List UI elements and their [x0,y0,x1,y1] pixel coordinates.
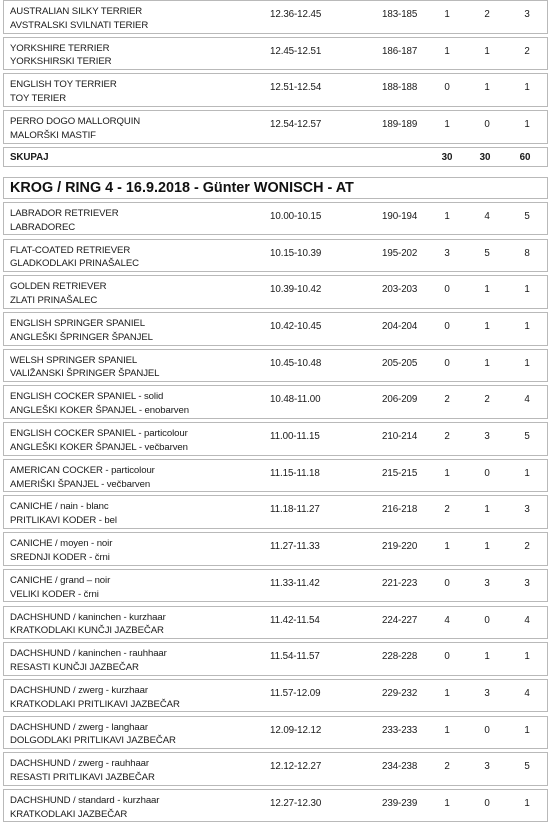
count-total: 1 [524,724,530,736]
breed-row [3,679,548,713]
catalog-range: 189-189 [382,119,418,131]
count-b: 1 [484,504,490,516]
judging-time: 11.33-11.42 [270,577,320,589]
count-total: 3 [524,9,530,20]
count-b: 3 [484,687,490,699]
catalog-range: 229-232 [382,687,418,699]
summary-value-a: 30 [441,151,453,163]
breed-name-local: AMERIŠKI ŠPANJEL - večbarven [10,478,151,490]
count-total: 3 [524,504,530,516]
count-a: 2 [444,761,450,773]
count-total: 1 [524,82,530,94]
count-a: 0 [444,357,450,369]
count-b: 0 [484,467,490,479]
count-b: 0 [484,119,490,131]
breed-row [3,789,548,823]
judging-time: 12.36-12.45 [270,9,322,20]
count-b: 1 [484,284,490,296]
breed-names [10,721,176,749]
count-b: 0 [484,724,490,736]
count-a: 1 [444,467,450,479]
count-total: 1 [524,357,530,369]
summary-value-total: 60 [519,151,531,163]
breed-name-local: RESASTI KUNČJI JAZBEČAR [10,661,139,673]
count-total: 1 [524,321,530,332]
summary-row [3,147,548,167]
breed-names [10,78,117,106]
count-b: 1 [484,82,490,94]
breed-names [10,757,155,785]
breed-name: ENGLISH SPRINGER SPANIEL [10,318,145,329]
previous-ring-rows [3,0,548,144]
breed-name: CANICHE / moyen - noir [10,538,113,550]
count-b: 3 [484,431,490,443]
breed-name-local: MALORŠKI MASTIF [10,129,96,141]
breed-names [10,611,166,639]
breed-name: LABRADOR RETRIEVER [10,207,119,219]
breed-name-local: KRATKODLAKI JAZBEČAR [10,808,128,820]
breed-name-local: TOY TERIER [10,93,67,105]
breed-names [10,464,155,492]
count-total: 4 [524,394,530,406]
breed-row [3,110,548,144]
breed-row [3,716,548,750]
breed-name-local: KRATKODLAKI PRITLIKAVI JAZBEČAR [10,698,180,710]
ring-title: KROG / RING 4 - 16.9.2018 - Günter WONISCH - AT [10,179,354,196]
ring-rows [3,202,548,823]
breed-names [10,427,188,455]
count-b: 1 [484,45,490,57]
count-b: 1 [484,357,490,369]
breed-row [3,275,548,309]
count-a: 2 [444,504,450,516]
breed-row [3,239,548,273]
judging-time: 10.42-10.45 [270,321,322,332]
breed-name: WELSH SPRINGER SPANIEL [10,354,138,366]
breed-row [3,349,548,383]
summary-value-b: 30 [479,151,491,163]
count-a: 2 [444,394,450,406]
count-a: 1 [444,9,450,20]
breed-names [10,390,189,418]
count-b: 1 [484,321,490,332]
breed-name-local: VALIŽANSKI ŠPRINGER ŠPANJEL [10,368,160,380]
breed-row [3,422,548,456]
count-total: 4 [524,687,530,699]
count-a: 0 [444,321,450,332]
count-total: 2 [524,45,530,57]
count-total: 1 [524,467,530,479]
breed-names [10,500,117,528]
breed-name: DACHSHUND / standard - kurzhaar [10,794,160,806]
judging-time: 12.54-12.57 [270,119,322,131]
breed-name-local: YORKSHIRSKI TERIER [10,56,112,68]
judging-time: 11.18-11.27 [270,504,320,516]
judging-time: 12.51-12.54 [270,82,322,94]
catalog-range: 216-218 [382,504,418,516]
catalog-range: 215-215 [382,467,418,479]
count-total: 8 [524,247,530,259]
count-total: 5 [524,210,530,222]
count-b: 2 [484,394,490,406]
breed-name-local: ANGLEŠKI KOKER ŠPANJEL - enobarven [10,405,189,417]
count-total: 1 [524,284,530,296]
breed-name-local: SREDNJI KODER - črni [10,551,110,563]
judging-time: 11.54-11.57 [270,651,320,663]
breed-names [10,115,140,143]
breed-name: DACHSHUND / zwerg - langhaar [10,721,148,733]
catalog-range: 186-187 [382,45,418,57]
count-total: 5 [524,761,530,773]
judging-time: 11.15-11.18 [270,467,320,479]
count-b: 5 [484,247,490,259]
breed-names [10,354,159,382]
count-a: 1 [444,797,450,809]
count-b: 1 [484,651,490,663]
breed-names [10,207,119,235]
breed-name-local: VELIKI KODER - črni [10,588,99,600]
breed-name-local: KRATKODLAKI KUNČJI JAZBEČAR [10,625,164,637]
breed-name: DACHSHUND / kaninchen - rauhhaar [10,648,167,660]
judging-time: 11.42-11.54 [270,614,320,626]
breed-names [10,794,159,822]
catalog-range: 228-228 [382,651,418,663]
count-a: 3 [444,247,450,259]
breed-row [3,0,548,34]
breed-row [3,752,548,786]
schedule-sheet [3,0,548,826]
count-total: 1 [524,797,530,809]
catalog-range: 203-203 [382,284,418,296]
breed-names [10,280,107,308]
catalog-range: 221-223 [382,577,418,589]
breed-name: PERRO DOGO MALLORQUIN [10,116,141,128]
catalog-range: 190-194 [382,210,418,222]
count-a: 1 [444,724,450,736]
breed-names [10,574,110,602]
breed-name: DACHSHUND / zwerg - rauhhaar [10,758,150,770]
count-b: 3 [484,761,490,773]
judging-time: 10.39-10.42 [270,284,322,296]
catalog-range: 239-239 [382,797,418,809]
judging-time: 11.00-11.15 [270,431,320,443]
catalog-range: 188-188 [382,82,418,94]
breed-name: AUSTRALIAN SILKY TERRIER [10,6,143,17]
catalog-range: 224-227 [382,614,418,626]
judging-time: 12.45-12.51 [270,45,322,57]
judging-time: 11.57-12.09 [270,687,321,699]
judging-time: 10.48-11.00 [270,394,321,406]
count-total: 3 [524,577,530,589]
judging-time: 10.45-10.48 [270,357,322,369]
breed-names [10,317,153,345]
count-a: 4 [444,614,450,626]
breed-names [10,684,180,712]
breed-names [10,647,167,675]
breed-name-local: GLADKODLAKI PRINAŠALEC [10,258,139,270]
breed-name: CANICHE / grand – noir [10,574,111,586]
breed-names [10,42,111,70]
count-a: 0 [444,577,450,589]
catalog-range: 206-209 [382,394,418,406]
catalog-range: 210-214 [382,431,418,443]
count-a: 2 [444,431,450,443]
catalog-range: 195-202 [382,247,418,259]
breed-row [3,385,548,419]
count-b: 1 [484,541,490,553]
count-b: 0 [484,797,490,809]
breed-names [10,5,148,33]
breed-row [3,606,548,640]
breed-name: ENGLISH COCKER SPANIEL - particolour [10,428,188,440]
breed-name-local: ANGLEŠKI ŠPRINGER ŠPANJEL [10,331,153,343]
count-total: 1 [524,651,530,663]
judging-time: 10.00-10.15 [270,210,322,222]
catalog-range: 183-185 [382,9,418,20]
breed-names [10,244,139,272]
count-a: 0 [444,284,450,296]
count-total: 4 [524,614,530,626]
judging-time: 12.12-12.27 [270,761,322,773]
breed-row [3,459,548,493]
judging-time: 11.27-11.33 [270,541,320,553]
count-b: 0 [484,614,490,626]
count-a: 1 [444,541,450,553]
breed-names [10,537,112,565]
breed-row [3,37,548,71]
breed-name-local: LABRADOREC [10,221,76,233]
catalog-range: 204-204 [382,321,418,332]
count-a: 0 [444,651,450,663]
catalog-range: 234-238 [382,761,418,773]
count-b: 3 [484,577,490,589]
breed-name: ENGLISH COCKER SPANIEL - solid [10,391,164,403]
breed-name-local: ANGLEŠKI KOKER ŠPANJEL - večbarven [10,441,188,453]
breed-row [3,202,548,236]
catalog-range: 233-233 [382,724,418,736]
count-total: 2 [524,541,530,553]
breed-name-local: ZLATI PRINAŠALEC [10,295,98,307]
breed-name: GOLDEN RETRIEVER [10,281,107,293]
summary-label: SKUPAJ [10,151,49,163]
count-a: 1 [444,687,450,699]
breed-row [3,495,548,529]
breed-name: YORKSHIRE TERRIER [10,42,110,54]
count-total: 1 [524,119,530,131]
breed-name: DACHSHUND / zwerg - kurzhaar [10,684,148,696]
count-a: 1 [444,119,450,131]
breed-name: FLAT-COATED RETRIEVER [10,244,131,256]
breed-row [3,532,548,566]
breed-row [3,569,548,603]
breed-name-local: RESASTI PRITLIKAVI JAZBEČAR [10,772,155,784]
count-a: 1 [444,210,450,222]
breed-name-local: DOLGODLAKI PRITLIKAVI JAZBEČAR [10,735,176,747]
breed-name: AMERICAN COCKER - particolour [10,464,155,476]
count-a: 0 [444,82,450,94]
judging-time: 12.09-12.12 [270,724,322,736]
count-a: 1 [444,45,450,57]
ring-header [3,177,548,199]
breed-row [3,312,548,346]
catalog-range: 205-205 [382,357,418,369]
breed-name: ENGLISH TOY TERRIER [10,79,117,91]
breed-row [3,73,548,107]
breed-row [3,642,548,676]
breed-name-local: PRITLIKAVI KODER - bel [10,515,117,527]
count-b: 4 [484,210,490,222]
breed-name-local: AVSTRALSKI SVILNATI TERIER [10,19,149,31]
breed-name: CANICHE / nain - blanc [10,501,109,513]
catalog-range: 219-220 [382,541,418,553]
judging-time: 12.27-12.30 [270,797,322,809]
count-total: 5 [524,431,530,443]
breed-name: DACHSHUND / kaninchen - kurzhaar [10,611,166,623]
count-b: 2 [484,9,490,20]
judging-time: 10.15-10.39 [270,247,322,259]
